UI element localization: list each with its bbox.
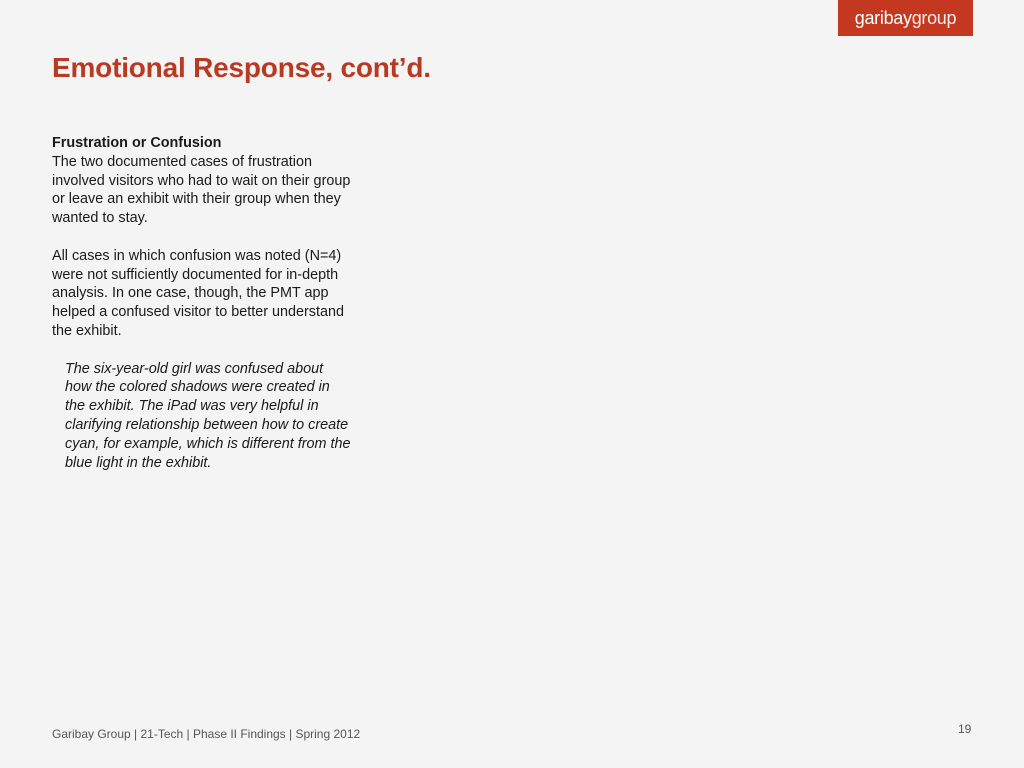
footer-text: Garibay Group | 21-Tech | Phase II Findings | Spring 2012 [52, 727, 361, 741]
slide-title: Emotional Response, cont’d. [52, 52, 431, 83]
quote-block: The six-year-old girl was confused about how the colored shadows were created in the exhibit. The iPad was very helpful in clarifying relationship between how to create cyan, for example, which is different from the blue light in the exhibit. [65, 360, 351, 471]
slide-body [52, 134, 352, 472]
paragraph-confusion: All cases in which confusion was noted (N=4) were not sufficiently documented for in-depth analysis. In one case, though, the PMT app helped a confused visitor to better understand the exhibit. [52, 247, 345, 339]
logo-text-garibay: garibay [854, 8, 912, 28]
garibay-group-logo [838, 0, 973, 36]
page-number: 19 [958, 722, 972, 736]
section-heading: Frustration or Confusion [52, 135, 222, 151]
paragraph-frustration: The two documented cases of frustration involved visitors who had to wait on their group or leave an exhibit with their group when they wanted to stay. [52, 153, 351, 227]
logo-text-group: group [911, 8, 957, 28]
